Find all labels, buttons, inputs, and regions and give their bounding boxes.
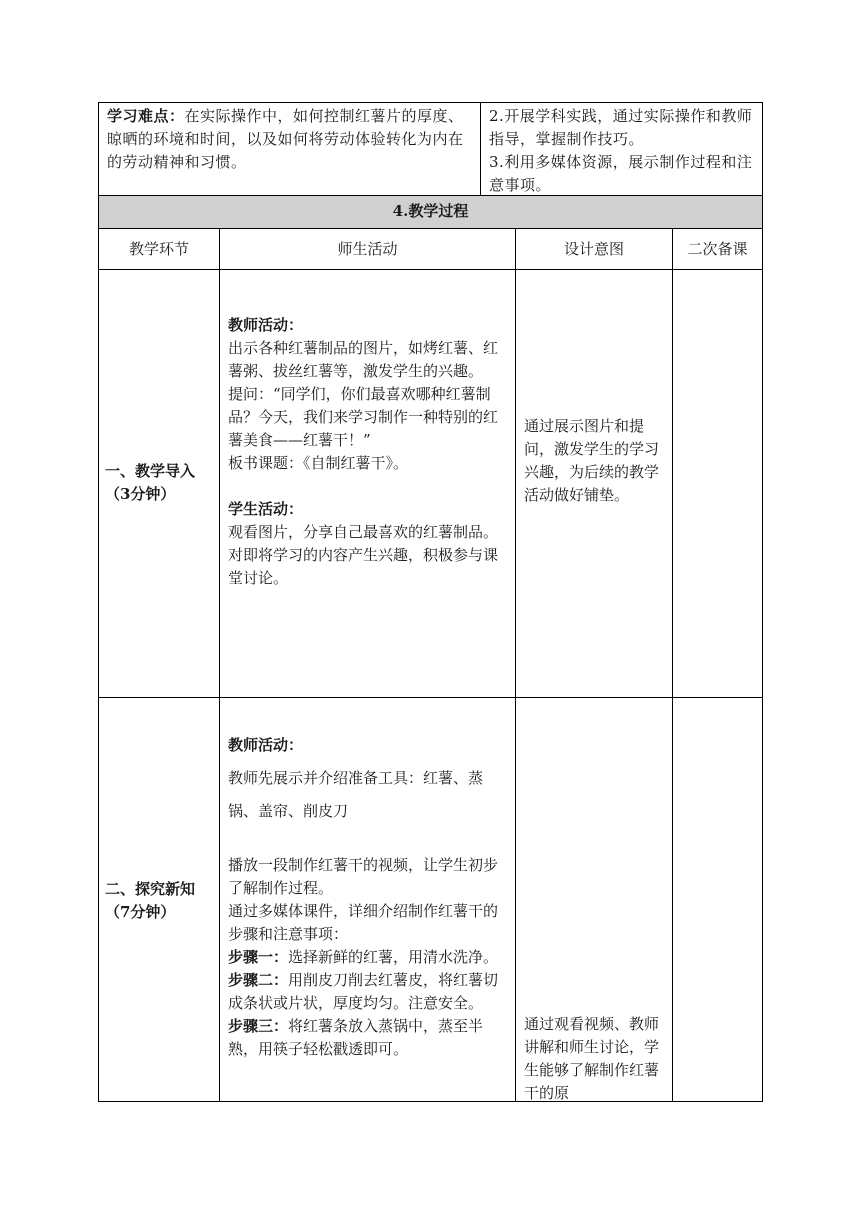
teacher-activity-intro: 教师先展示并介绍准备工具：红薯、蒸锅、盖帘、削皮刀: [228, 769, 484, 820]
stage-title: 二、探究新知: [105, 880, 196, 898]
teacher-activity-label: 教师活动：: [228, 316, 304, 334]
stage-duration: （7分钟）: [105, 903, 176, 921]
learning-difficulty-cell: [99, 105, 480, 174]
design-intent-cell: 通过展示图片和提问，激发学生的学习兴趣，为后续的教学活动做好铺垫。: [524, 417, 660, 504]
activities-cell: [220, 314, 515, 590]
student-activity-paragraph: 观看图片，分享自己最喜欢的红薯制品。: [228, 523, 499, 541]
column-header-notes: 二次备课: [687, 240, 748, 258]
step-text: 用削皮刀削去红薯皮，将红薯切成条状或片状，厚度均匀。注意安全。: [228, 971, 499, 1012]
step-text: 选择新鲜的红薯，用清水洗净。: [288, 948, 499, 966]
learning-difficulty-text: 在实际操作中，如何控制红薯片的厚度、晾晒的环境和时间，以及如何将劳动体验转化为内在的劳动精神和习惯。: [107, 107, 464, 171]
teacher-activity-paragraph: 板书课题：《自制红薯干》。: [228, 454, 409, 472]
teacher-activity-label: 教师活动：: [228, 736, 304, 754]
teacher-activity-paragraph: 提问：“同学们，你们最喜欢哪种红薯制品？今天，我们来学习制作一种特别的红薯美食——红薯干！”: [228, 385, 499, 449]
step-label: 步骤三：: [228, 1017, 289, 1035]
column-header-stage: 教学环节: [128, 240, 189, 258]
step-label: 步骤一：: [228, 948, 289, 966]
column-header-activities: 师生活动: [337, 240, 398, 258]
student-activity-label: 学生活动：: [228, 500, 304, 518]
stage-duration: （3分钟）: [105, 485, 176, 503]
stage-title: 一、教学导入: [105, 462, 196, 480]
activities-cell: [220, 729, 515, 1101]
teaching-methods-cell: [481, 105, 762, 197]
step-item: [228, 946, 507, 969]
stage-cell: [99, 878, 219, 924]
teacher-activity-paragraph: 出示各种红薯制品的图片，如烤红薯、红薯粥、拔丝红薯等，激发学生的兴趣。: [228, 339, 499, 380]
column-header-intent: 设计意图: [563, 240, 624, 258]
step-item: [228, 969, 507, 1015]
learning-difficulty-label: 学习难点：: [107, 107, 185, 125]
method-item: 2.开展学科实践，通过实际操作和教师指导，掌握制作技巧。: [489, 107, 753, 148]
step-item: [228, 1015, 507, 1061]
design-intent-cell: 通过观看视频、教师讲解和师生讨论，学生能够了解制作红薯干的原: [524, 1015, 660, 1101]
stage-cell: [99, 460, 219, 506]
teacher-activity-paragraph: 通过多媒体课件，详细介绍制作红薯干的步骤和注意事项：: [228, 902, 499, 943]
teacher-activity-paragraph: 播放一段制作红薯干的视频，让学生初步了解制作过程。: [228, 856, 499, 897]
method-item: 3.利用多媒体资源，展示制作过程和注意事项。: [489, 153, 753, 194]
step-label: 步骤二：: [228, 971, 289, 989]
step-text: 将红薯条放入蒸锅中，蒸至半熟，用筷子轻松戳透即可。: [228, 1017, 484, 1058]
student-activity-paragraph: 对即将学习的内容产生兴趣，积极参与课堂讨论。: [228, 546, 499, 587]
section-header: 4.教学过程: [392, 202, 469, 220]
